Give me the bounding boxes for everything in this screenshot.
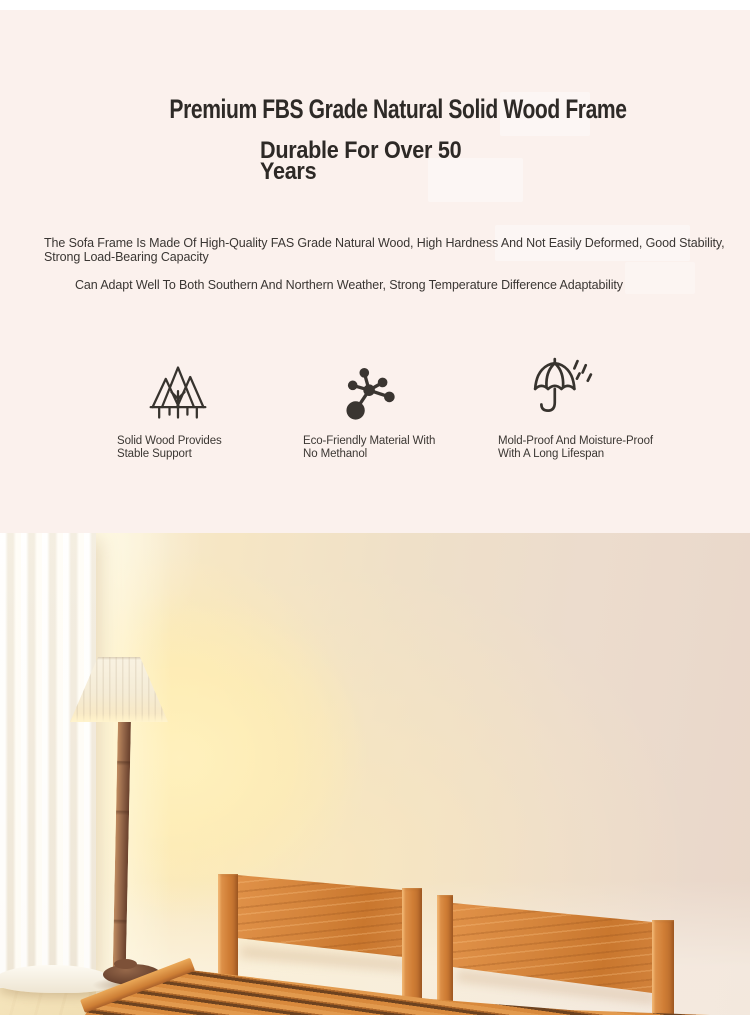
feature-label-line: With A Long Lifespan xyxy=(498,447,605,460)
feature-label-line: Solid Wood Provides xyxy=(117,435,222,447)
lamp-base-hub xyxy=(114,959,137,969)
description-line: The Sofa Frame Is Made Of High-Quality FAS Grade Natural Wood, High Hardness And Not Easily Deformed, Good Stability, xyxy=(44,236,725,250)
chair-back-post xyxy=(437,895,453,1015)
description-line: Strong Load-Bearing Capacity xyxy=(44,250,209,264)
pine-trees-icon xyxy=(146,362,210,424)
feature-label-eco-friendly xyxy=(303,435,435,460)
sheer-curtain xyxy=(0,533,96,988)
feature-label-mold-proof xyxy=(498,435,653,460)
umbrella-rain-icon xyxy=(531,357,593,423)
feature-label-line: Eco-Friendly Material With xyxy=(303,435,436,447)
feature-label-line: Stable Support xyxy=(117,447,192,460)
page-subtitle xyxy=(260,137,485,185)
chair-back-post xyxy=(652,920,674,1015)
molecule-icon xyxy=(345,367,399,423)
window-light-strip xyxy=(96,533,171,995)
description-secondary: Can Adapt Well To Both Southern And Northern Weather, Strong Temperature Difference Adaptability xyxy=(75,278,623,292)
info-section xyxy=(0,10,750,533)
page-title: Premium FBS Grade Natural Solid Wood Frame xyxy=(169,94,627,124)
subtitle-line: Durable For Over 50 xyxy=(260,137,462,164)
subtitle-line: Years xyxy=(260,158,317,185)
feature-label-line: Mold-Proof And Moisture-Proof xyxy=(498,435,653,447)
feature-label-solid-wood xyxy=(117,435,222,460)
feature-label-line: No Methanol xyxy=(303,447,368,460)
description-primary xyxy=(44,236,744,264)
lifestyle-photo xyxy=(0,533,750,1015)
